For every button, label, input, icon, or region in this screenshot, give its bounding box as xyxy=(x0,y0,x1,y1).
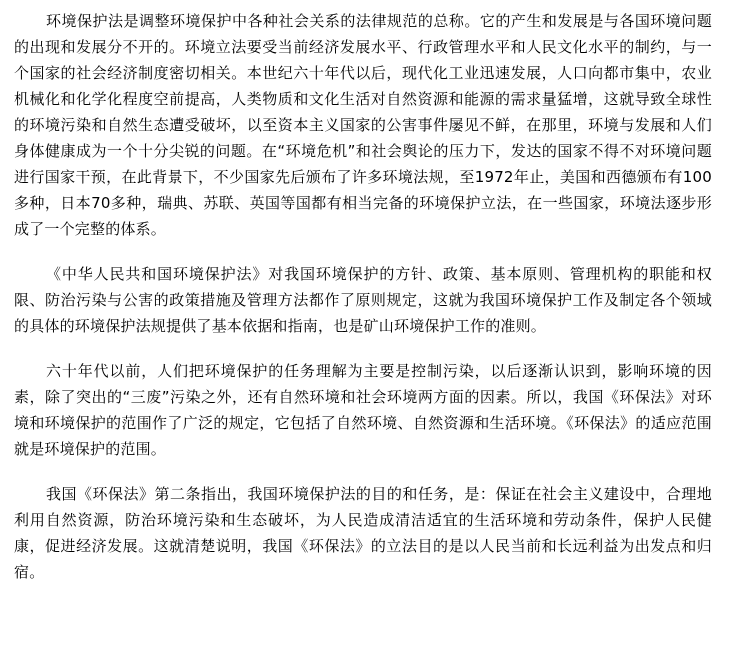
paragraph-purpose-and-tasks: 我国《环保法》第二条指出，我国环境保护法的目的和任务，是：保证在社会主义建设中，合理地利用自然资源，防治环境污染和生态破坏，为人民造成清洁适宜的生活环境和劳动条件，保护人民健康，促进经济发展。这就清楚说明，我国《环保法》的立法目的是以人民当前和长远利益为出发点和归宿。 xyxy=(14,485,712,581)
paragraph-environmental-law-overview: 环境保护法是调整环境保护中各种社会关系的法律规范的总称。它的产生和发展是与各国环境问题的出现和发展分不开的。环境立法要受当前经济发展水平、行政管理水平和人民文化水平的制约，与一个国家的社会经济制度密切相关。本世纪六十年代以后，现代化工业迅速发展，人口向都市集中，农业机械化和化学化程度空前提高，人类物质和文化生活对自然资源和能源的需求量猛增，这就导致全球性的环境污染和自然生态遭受破坏，以至资本主义国家的公害事件屡见不鲜，在那里，环境与发展和人们身体健康成为一个十分尖锐的问题。在“环境危机”和社会舆论的压力下，发达的国家不得不对环境问题进行国家干预，在此背景下，不少国家先后颁布了许多环境法规，至1972年止，美国和西德颁布有100多种，日本70多种，瑞典、苏联、英国等国都有相当完备的环境保护立法，在一些国家，环境法逐步形成了一个完整的体系。 xyxy=(14,12,712,238)
paragraph-prc-environmental-law: 《中华人民共和国环境保护法》对我国环境保护的方针、政策、基本原则、管理机构的职能和权限、防治污染与公害的政策措施及管理方法都作了原则规定，这就为我国环境保护工作及制定各个领域的具体的环境保护法规提供了基本依据和指南，也是矿山环境保护工作的准则。 xyxy=(14,265,712,335)
paragraph-scope-of-protection: 六十年代以前，人们把环境保护的任务理解为主要是控制污染，以后逐渐认识到，影响环境的因素，除了突出的“三废”污染之外，还有自然环境和社会环境两方面的因素。所以，我国《环保法》对环境和环境保护的范围作了广泛的规定，它包括了自然环境、自然资源和生活环境。《环保法》的适应范围就是环境保护的范围。 xyxy=(14,362,712,458)
